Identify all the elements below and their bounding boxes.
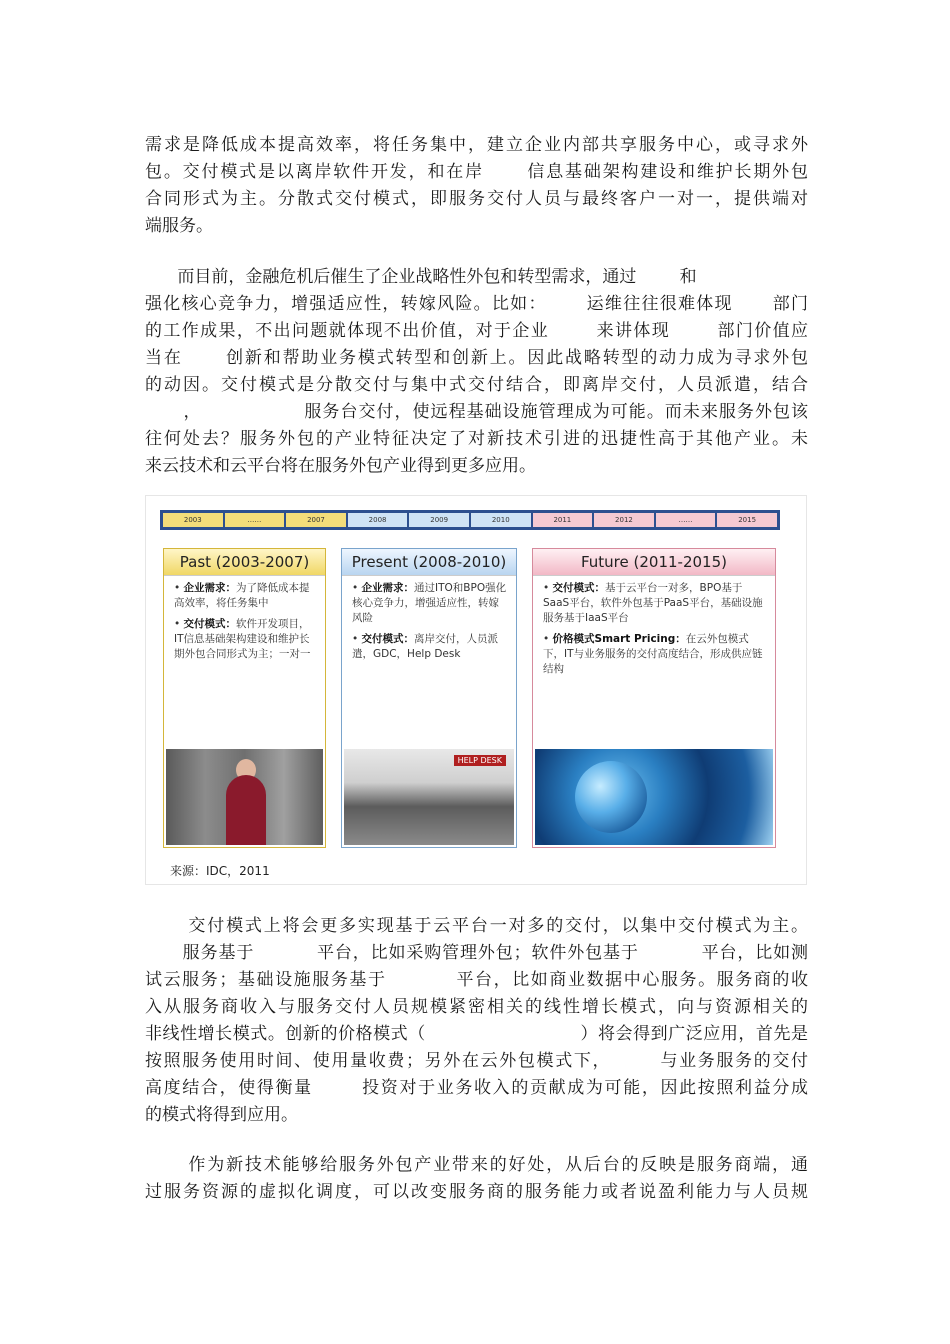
bullet-item: • 价格模式Smart Pricing：在云外包模式下，IT与业务服务的交付高度结合，形成供应链结构: [543, 633, 763, 675]
bullet-item: • 企业需求：通过ITO和BPO强化核心竞争力，增强适应性，转嫁风险: [352, 582, 507, 624]
help-desk-sign: HELP DESK: [454, 755, 506, 766]
column-title: Present (2008-2010): [342, 549, 516, 576]
text-line: 高度结合，使得衡量 投资对于业务收入的贡献成为可能，因此按照利益分成: [145, 1078, 808, 1098]
column-body: [533, 576, 775, 742]
bullet-item: • 交付模式：软件开发项目，IT信息基础架构建设和维护长期外包合同形式为主；一对一: [174, 618, 311, 660]
timeline-bar: [160, 510, 780, 530]
bullet-label: 交付模式：: [552, 582, 606, 594]
help-desk-photo: [344, 749, 514, 845]
bullet-label: 交付模式：: [361, 633, 415, 645]
bullet-text: 基于云平台一对多，BPO基于SaaS平台，软件外包基于PaaS平台，基础设施服务基于IaaS平台: [543, 582, 763, 624]
timeline-tick: 2008: [348, 513, 408, 527]
text-line: 需求是降低成本提高效率，将任务集中，建立企业内部共享服务中心，或寻求外: [145, 135, 808, 155]
timeline-tick: 2012: [594, 513, 654, 527]
person-body-shape: [226, 775, 266, 845]
cloud-globe-photo: [535, 749, 773, 845]
text-line: 试云服务；基础设施服务基于 平台，比如商业数据中心服务。服务商的收: [145, 970, 808, 990]
past-column: [163, 548, 326, 848]
column-title: Past (2003-2007): [164, 549, 325, 576]
text-line: 而目前，金融危机后催生了企业战略性外包和转型需求，通过 和: [145, 267, 697, 287]
text-line: 端服务。: [145, 216, 213, 236]
text-line: ， 服务台交付，使远程基础设施管理成为可能。而未来服务外包该: [145, 402, 808, 422]
text-line: 往何处去？服务外包的产业特征决定了对新技术引进的迅捷性高于其他产业。未: [145, 429, 808, 449]
timeline-tick: 2009: [409, 513, 469, 527]
text-line: 按照服务使用时间、使用量收费；另外在云外包模式下， 与业务服务的交付: [145, 1051, 808, 1071]
timeline-tick: ……: [225, 513, 285, 527]
timeline-tick: 2007: [286, 513, 346, 527]
office-worker-photo: [166, 749, 323, 845]
text-line: 入从服务商收入与服务交付人员规模紧密相关的线性增长模式，向与资源相关的: [145, 997, 808, 1017]
text-line: 当在 创新和帮助业务模式转型和创新上。因此战略转型的动力成为寻求外包: [145, 348, 808, 368]
text-line: 合同形式为主。分散式交付模式，即服务交付人员与最终客户一对一，提供端对: [145, 189, 808, 209]
bullet-text: 在云外包模式下，IT与业务服务的交付高度结合，形成供应链结构: [543, 633, 763, 675]
text-line: 的工作成果，不出问题就体现不出价值，对于企业 来讲体现 部门价值应: [145, 321, 808, 341]
text-line: 作为新技术能够给服务外包产业带来的好处，从后台的反映是服务商端，通: [145, 1155, 808, 1175]
column-body: [342, 576, 516, 742]
text-line: 强化核心竞争力，增强适应性，转嫁风险。比如： 运维往往很难体现 部门: [145, 294, 808, 314]
bullet-text: 软件开发项目，IT信息基础架构建设和维护长期外包合同形式为主；一对一: [174, 618, 311, 660]
text-line: 来云技术和云平台将在服务外包产业得到更多应用。: [145, 456, 536, 476]
present-column: [341, 548, 517, 848]
globe-icon: [575, 761, 647, 833]
bullet-item: • 企业需求：为了降低成本提高效率，将任务集中: [174, 582, 310, 609]
timeline-tick: 2011: [533, 513, 593, 527]
text-line: 交付模式上将会更多实现基于云平台一对多的交付，以集中交付模式为主。: [145, 916, 808, 936]
bullet-label: 企业需求：: [183, 582, 237, 594]
column-body: [164, 576, 325, 742]
timeline-tick: 2010: [471, 513, 531, 527]
text-line: 的模式将得到应用。: [145, 1105, 298, 1125]
text-line: 服务基于 平台，比如采购管理外包；软件外包基于 平台，比如测: [145, 943, 808, 963]
bullet-item: • 交付模式：离岸交付，人员派遣，GDC，Help Desk: [352, 633, 499, 660]
timeline-tick: ……: [656, 513, 716, 527]
column-title: Future (2011-2015): [533, 549, 775, 576]
bullet-label: 交付模式：: [183, 618, 237, 630]
figure-source: 来源：IDC，2011: [170, 864, 270, 878]
future-column: [532, 548, 776, 848]
bullet-text: 为了降低成本提高效率，将任务集中: [174, 582, 310, 609]
text-line: 的动因。交付模式是分散交付与集中式交付结合，即离岸交付，人员派遣，结合: [145, 375, 808, 395]
timeline-tick: 2003: [163, 513, 223, 527]
bullet-item: • 交付模式：基于云平台一对多，BPO基于SaaS平台，软件外包基于PaaS平台，基础设施服务基于IaaS平台: [543, 582, 763, 624]
text-line: 非线性增长模式。创新的价格模式（ ）将会得到广泛应用，首先是: [145, 1024, 808, 1044]
text-line: 包。交付模式是以离岸软件开发，和在岸 信息基础架构建设和维护长期外包: [145, 162, 808, 182]
bullet-label: 价格模式Smart Pricing：: [552, 633, 686, 645]
outsourcing-timeline-figure: [145, 495, 807, 885]
text-line: 过服务资源的虚拟化调度，可以改变服务商的服务能力或者说盈利能力与人员规: [145, 1182, 808, 1202]
bullet-text: 通过ITO和BPO强化核心竞争力，增强适应性，转嫁风险: [352, 582, 507, 624]
timeline-tick: 2015: [717, 513, 777, 527]
bullet-label: 企业需求：: [361, 582, 415, 594]
bullet-text: 离岸交付，人员派遣，GDC，Help Desk: [352, 633, 499, 660]
